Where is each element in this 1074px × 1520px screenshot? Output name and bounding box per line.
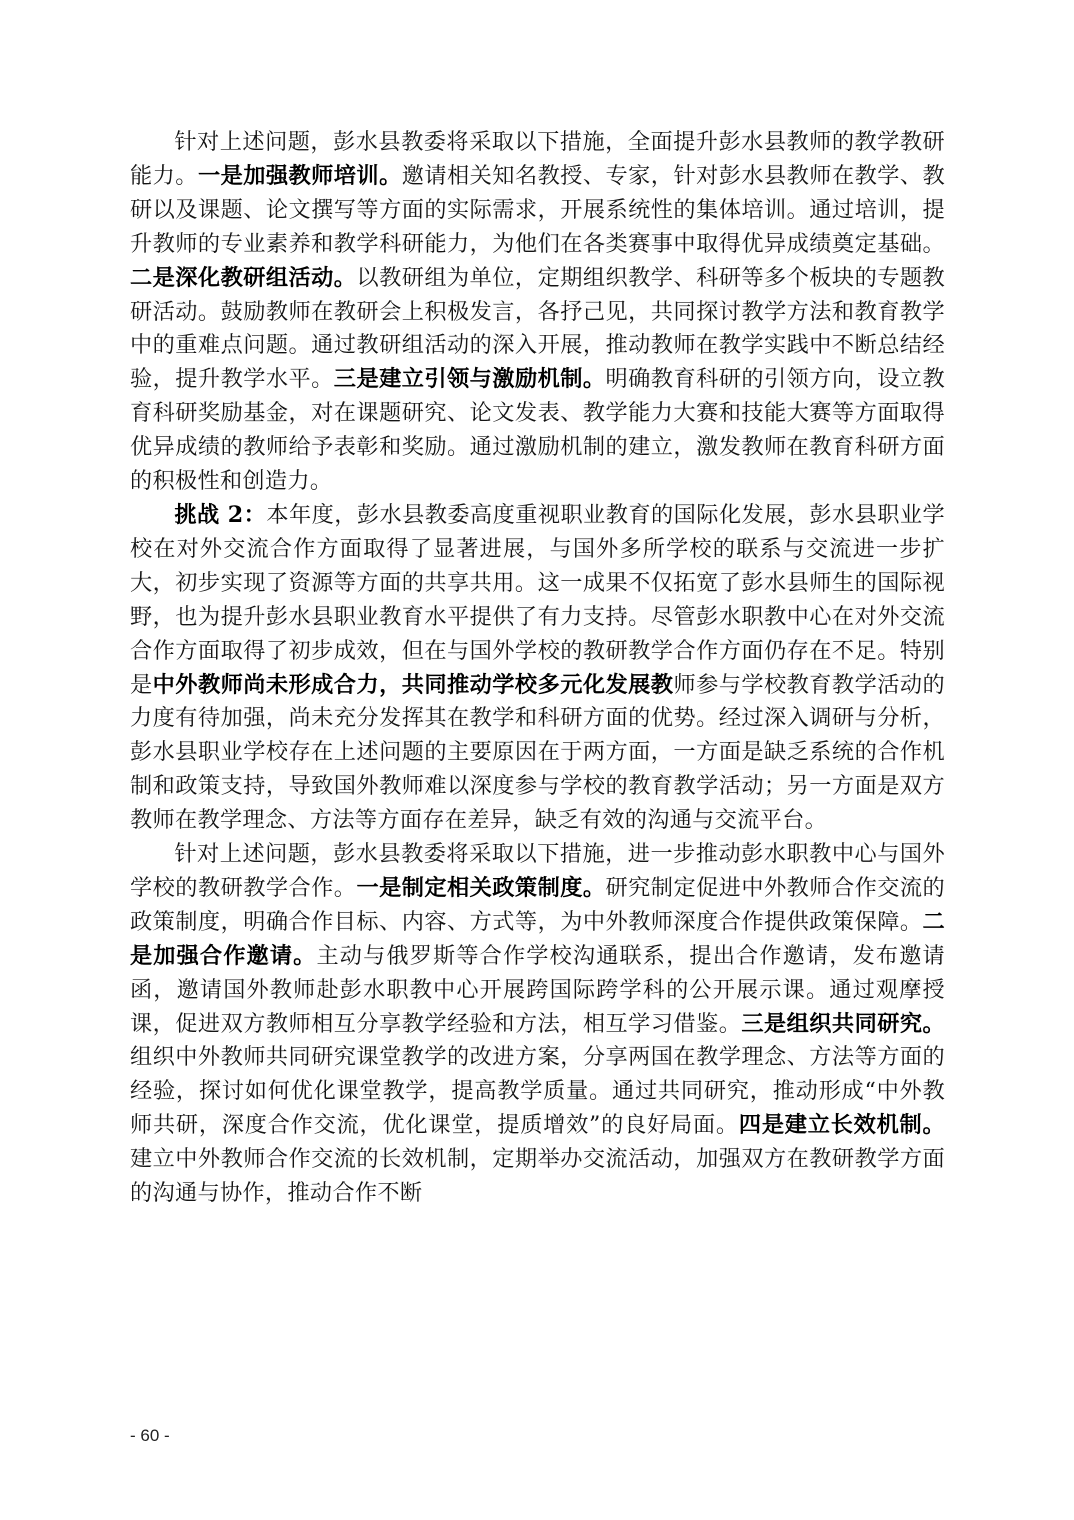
- text-run: 研究制定促进中外教师合作交流的政策制度，明确合作目标、内容、方式等，为中外教师深度合作提供政策保障。: [130, 874, 946, 935]
- bold-heading-long-term-mechanism: 四是建立长效机制。: [738, 1112, 945, 1139]
- paragraph-measures-international: [130, 838, 945, 1211]
- bold-heading-policy: 一是制定相关政策制度。: [356, 874, 606, 901]
- text-run: 组织中外教师共同研究课堂教学的改进方案，分享两国在教学理念、方法等方面的经验，探讨如何优化课堂教学，提高教学质量。通过共同研究，推动形成“中外教师共研，深度合作交流，优化课堂，提质增效”的良好局面。: [130, 1044, 945, 1139]
- text-run: 以教研组为单位，定期组织教学、科研等多个板块的专题教研活动。鼓励教师在教研会上积极发言，各抒己见，共同探讨教学方法和教育教学中的重难点问题。通过教研组活动的深入开展，推动教师在教学实践中不断总结经验，提升教学水平。: [130, 264, 945, 393]
- bold-heading-invitation: 二是加强合作邀请。: [130, 908, 945, 969]
- bold-heading-teacher-training: 一是加强教师培训。: [197, 162, 402, 189]
- bold-heading-research-group: 二是深化教研组活动。: [130, 264, 357, 291]
- page-number: - 60 -: [130, 1426, 170, 1445]
- text-run: 主动与俄罗斯等合作学校沟通联系，提出合作邀请，发布邀请函，邀请国外教师赴彭水职教中心开展跨国际跨学科的公开展示课。通过观摩授课，促进双方教师相互分享教学经验和方法，相互学习借鉴。: [130, 942, 945, 1037]
- body-text: [130, 126, 945, 1211]
- text-run: 针对上述问题，彭水县教委将采取以下措施，全面提升彭水县教师的教学教研能力。: [130, 129, 945, 189]
- paragraph-challenge-2: [130, 499, 945, 838]
- text-run: 针对上述问题，彭水县教委将采取以下措施，进一步推动彭水职教中心与国外学校的教研教学合作。: [130, 841, 945, 901]
- text-run: 本年度，彭水县教委高度重视职业教育的国际化发展，彭水县职业学校在对外交流合作方面取得了显著进展，与国外多所学校的联系与交流进一步扩大，初步实现了资源等方面的共享共用。这一成果不仅拓宽了彭水县师生的国际视野，也为提升彭水县职业教育水平提供了有力支持。尽管彭水职教中心在对外交流合作方面取得了初步成效，但在与国外学校的教研教学合作方面仍存在不足。特别是: [130, 501, 946, 698]
- text-run: 师参与学校教育教学活动的力度有待加强，尚未充分发挥其在教学和科研方面的优势。经过深入调研与分析，彭水县职业学校存在上述问题的主要原因在于两方面，一方面是缺乏系统的合作机制和政策支持，导致国外教师难以深度参与学校的教育教学活动；另一方面是双方教师在教学理念、方法等方面存在差异，缺乏有效的沟通与交流平台。: [130, 671, 945, 834]
- paragraph-measures-teaching-research: [130, 126, 945, 499]
- bold-heading-joint-research: 三是组织共同研究。: [741, 1010, 945, 1037]
- text-run: 建立中外教师合作交流的长效机制，定期举办交流活动，加强双方在教研教学方面的沟通与协作，推动合作不断: [130, 1146, 945, 1207]
- text-run: 邀请相关知名教授、专家，针对彭水县教师在教学、教研以及课题、论文撰写等方面的实际需求，开展系统性的集体培训。通过培训，提升教师的专业素养和教学科研能力，为他们在各类赛事中取得优异成绩奠定基础。: [130, 162, 946, 257]
- text-run: 明确教育科研的引领方向，设立教育科研奖励基金，对在课题研究、论文发表、教学能力大赛和技能大赛等方面取得优异成绩的教师给予表彰和奖励。通过激励机制的建立，激发教师在教育科研方面的积极性和创造力。: [130, 366, 946, 495]
- bold-emphasis-joint-force: 中外教师尚未形成合力，共同推动学校多元化发展教: [152, 671, 674, 698]
- bold-heading-challenge-2: 挑战 2：: [174, 501, 267, 528]
- bold-heading-incentive-mechanism: 三是建立引领与激励机制。: [333, 366, 606, 393]
